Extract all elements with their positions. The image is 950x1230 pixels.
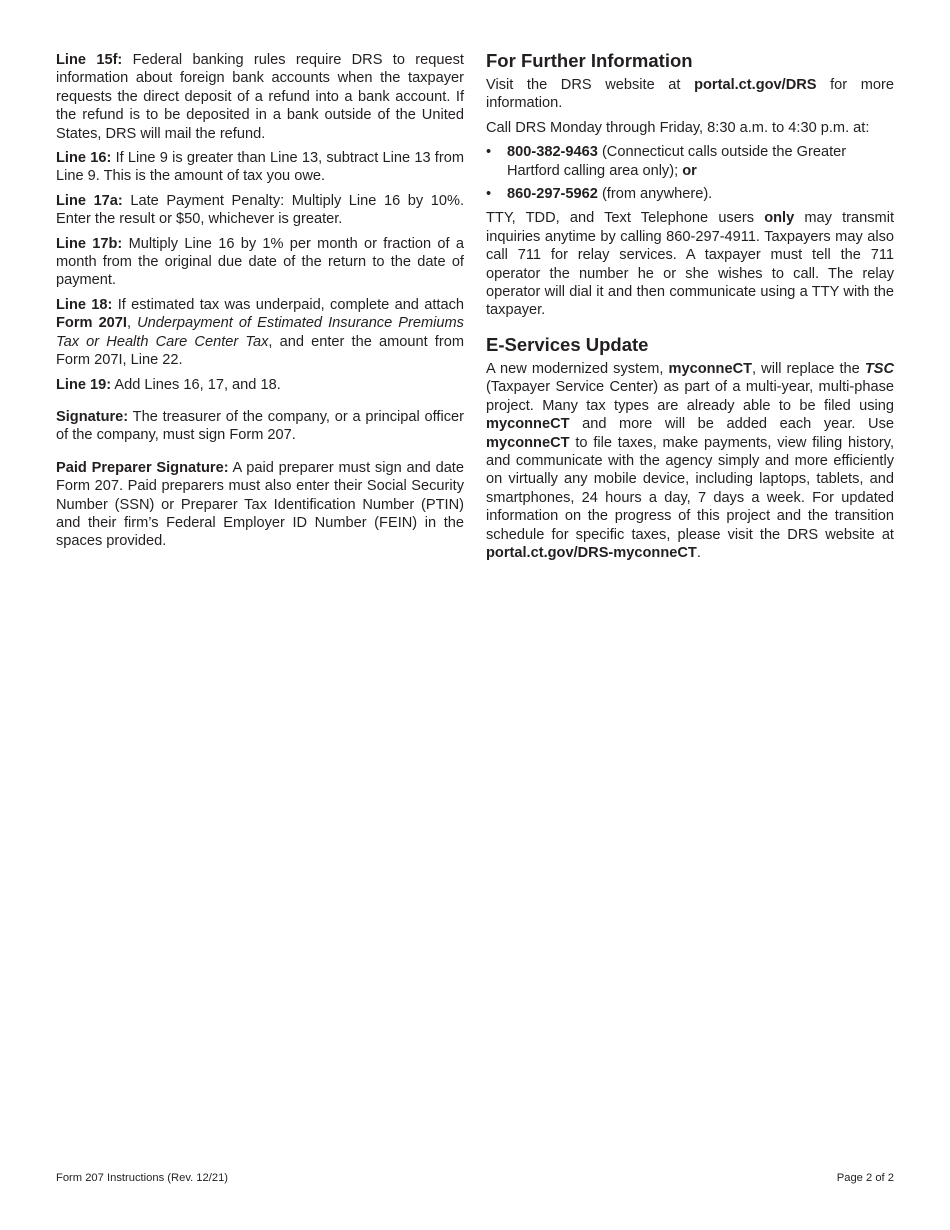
- preparer-paragraph: [56, 459, 464, 551]
- line-15f-text: Federal banking rules require DRS to request information about foreign bank accounts when the taxpayer requests the direct deposit of a refund into a bank account. If the refund is to be deposited in a bank outside of the United States, DRS will mail the refund.: [56, 52, 464, 142]
- tty-paragraph: [486, 209, 894, 319]
- line-19-paragraph: [56, 376, 464, 394]
- footer-form-label: Form 207 Instructions (Rev. 12/21): [56, 1172, 229, 1184]
- form-207i-ref: Form 207I: [56, 315, 127, 332]
- line-17b-paragraph: [56, 235, 464, 290]
- line-15f-label: Line 15f:: [56, 52, 123, 68]
- eservices-paragraph: [486, 360, 894, 562]
- eservices-heading: E-Services Update: [486, 333, 649, 355]
- line-16-label: Line 16:: [56, 150, 112, 167]
- line-16-text: If Line 9 is greater than Line 13, subtract Line 13 from Line 9. This is the amount of tax you owe.: [56, 150, 464, 185]
- line-18-text-1: If estimated tax was underpaid, complete and attach: [112, 296, 464, 313]
- tty-only: only: [764, 210, 795, 227]
- signature-paragraph: [56, 408, 464, 445]
- bullet-icon: •: [486, 186, 492, 203]
- phone-list: [486, 143, 894, 203]
- preparer-text: A paid preparer must sign and date Form 207. Paid preparers must also enter their Social Security Number (SSN) or Preparer Tax Identification Number (PTIN) and their firm’s Federal Employer ID Number (FEIN) in the spaces provided.: [56, 459, 464, 550]
- line-18-comma: ,: [126, 315, 138, 332]
- line-19-text: Add Lines 16, 17, and 18.: [111, 376, 281, 393]
- footer-page-number: Page 2 of 2: [836, 1172, 894, 1184]
- line-16-paragraph: [56, 149, 464, 186]
- phone-number: 800-382-9463: [507, 144, 598, 161]
- drs-website-link[interactable]: portal.ct.gov/DRS: [694, 77, 817, 93]
- myconnect-name: myconneCT: [486, 434, 570, 451]
- tty-text-2: may transmit inquiries anytime by calling 860-297-4911. Taxpayers may also call 711 for relay services. A taxpayer must tell the 711 operator the number he or she wishes to call. The relay operator will dial it and then communicate using a TTY with the taxpayer.: [486, 210, 894, 319]
- further-info-heading: For Further Information: [486, 50, 693, 71]
- line-18-text-2: , and enter the amount from Form 207I, Line 22.: [56, 333, 464, 369]
- eservices-text-5: to file taxes, make payments, view filing history, and communicate with the agency simply and more efficiently on virtually any mobile device, including laptops, tablets, and smartphones, 24 hours a day, 7 days a week. For updated information on the progress of this project and the transition schedule for specific taxes, please visit the DRS website at: [486, 434, 894, 543]
- eservices-text-2: , will replace the: [752, 360, 865, 377]
- phone-item: [486, 185, 894, 203]
- phone-desc: (from anywhere).: [597, 186, 713, 203]
- form-207i-title: Underpayment of Estimated Insurance Premiums Tax or Health Care Center Tax: [56, 315, 464, 350]
- phone-number: 860-297-5962: [507, 186, 598, 203]
- visit-text-2: for more information.: [486, 77, 894, 112]
- line-15f-paragraph: [56, 51, 464, 143]
- phone-item: [486, 143, 894, 180]
- phone-extra: or: [682, 162, 697, 179]
- eservices-text-6: .: [696, 544, 701, 561]
- eservices-text-1: A new modernized system,: [486, 360, 669, 377]
- line-19-label: Line 19:: [56, 376, 112, 393]
- visit-paragraph: [486, 76, 894, 113]
- myconnect-website-link[interactable]: portal.ct.gov/DRS-myconneCT: [486, 544, 697, 561]
- phone-desc: (Connecticut calls outside the Greater Hartford calling area only);: [507, 144, 847, 179]
- line-17b-text: Multiply Line 16 by 1% per month or fraction of a month from the original due date of the return to the date of payment.: [56, 235, 465, 289]
- eservices-text-4: and more will be added each year. Use: [569, 416, 894, 433]
- line-17b-label: Line 17b:: [56, 235, 123, 252]
- preparer-label: Paid Preparer Signature:: [56, 459, 229, 476]
- line-17a-label: Line 17a:: [56, 192, 123, 209]
- right-column: [486, 50, 894, 568]
- bullet-icon: •: [486, 144, 492, 161]
- signature-label: Signature:: [56, 408, 129, 425]
- call-paragraph: Call DRS Monday through Friday, 8:30 a.m. to 4:30 p.m. at:: [486, 119, 870, 136]
- myconnect-name: myconneCT: [486, 416, 570, 433]
- line-17a-text: Late Payment Penalty: Multiply Line 16 by 10%. Enter the result or $50, whichever is greater.: [56, 192, 464, 228]
- myconnect-name: myconneCT: [668, 360, 753, 377]
- tty-text-1: TTY, TDD, and Text Telephone users: [486, 210, 765, 227]
- signature-text: The treasurer of the company, or a principal officer of the company, must sign Form 207.: [56, 408, 464, 444]
- line-17a-paragraph: [56, 192, 464, 229]
- line-18-label: Line 18:: [56, 296, 113, 313]
- tsc-name: TSC: [864, 360, 894, 377]
- left-column: [56, 51, 464, 557]
- line-18-paragraph: [56, 296, 464, 370]
- eservices-text-3: (Taxpayer Service Center) as part of a multi-year, multi-phase project. Many tax types are already able to be filed using: [486, 379, 894, 414]
- visit-text-1: Visit the DRS website at: [486, 77, 695, 93]
